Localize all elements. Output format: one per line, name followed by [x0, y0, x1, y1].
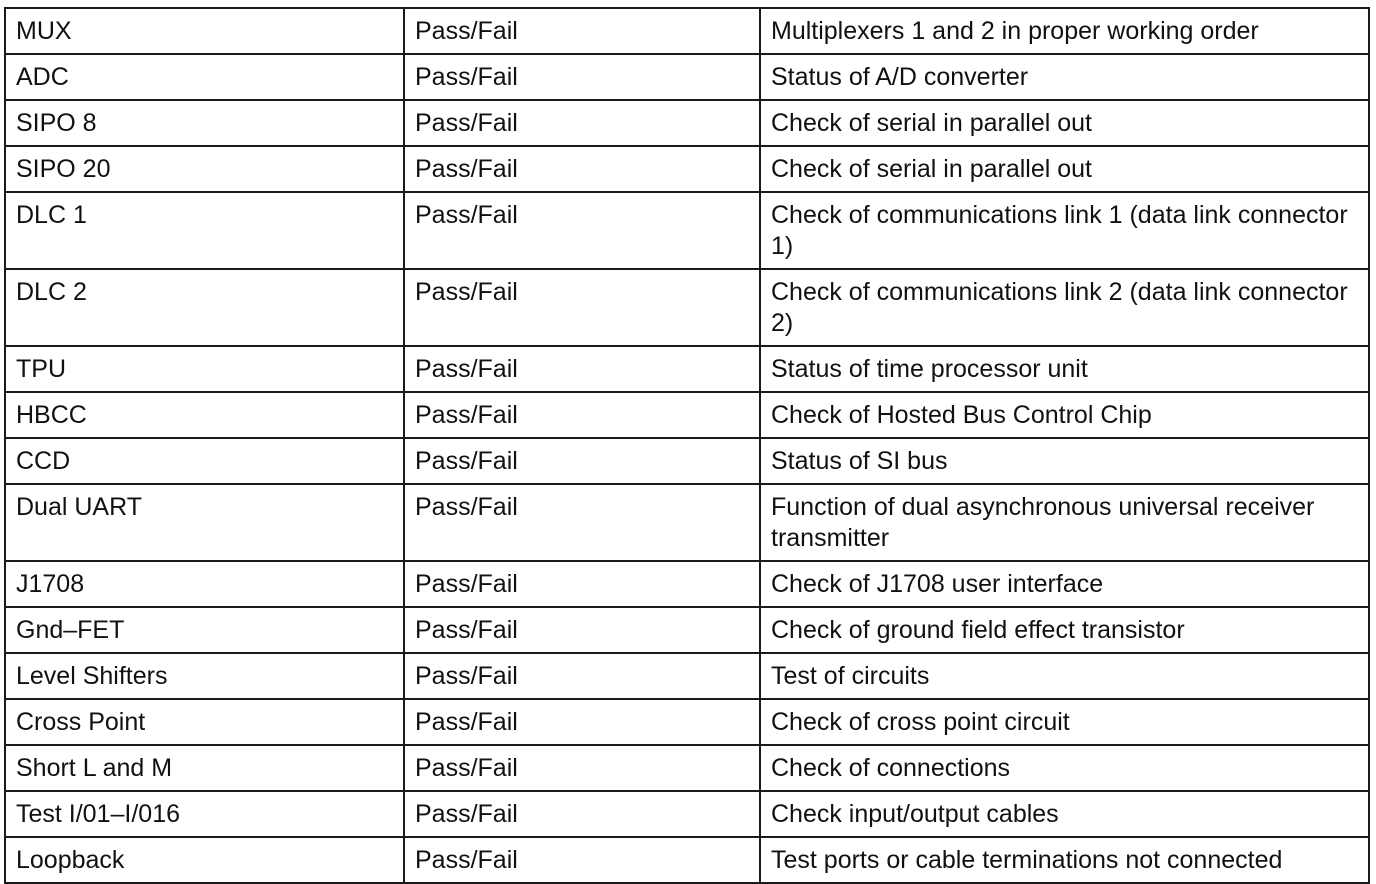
result-cell: Pass/Fail — [404, 54, 760, 100]
description-cell: Status of A/D converter — [760, 54, 1369, 100]
description-cell: Multiplexers 1 and 2 in proper working order — [760, 8, 1369, 54]
test-name-cell: Test I/01–I/016 — [5, 791, 404, 837]
table-row — [5, 100, 1369, 146]
test-results-table — [4, 7, 1370, 884]
table-row — [5, 653, 1369, 699]
description-cell: Function of dual asynchronous universal receiver transmitter — [760, 484, 1369, 561]
result-cell: Pass/Fail — [404, 392, 760, 438]
test-name-cell: Dual UART — [5, 484, 404, 561]
description-cell: Status of SI bus — [760, 438, 1369, 484]
test-name-cell: DLC 2 — [5, 269, 404, 346]
description-cell: Check of serial in parallel out — [760, 146, 1369, 192]
table-row — [5, 438, 1369, 484]
table-row — [5, 146, 1369, 192]
test-results-sheet — [4, 7, 1368, 884]
result-cell: Pass/Fail — [404, 653, 760, 699]
table-row — [5, 346, 1369, 392]
test-name-cell: HBCC — [5, 392, 404, 438]
result-cell: Pass/Fail — [404, 699, 760, 745]
test-name-cell: Cross Point — [5, 699, 404, 745]
result-cell: Pass/Fail — [404, 269, 760, 346]
table-row — [5, 791, 1369, 837]
result-cell: Pass/Fail — [404, 146, 760, 192]
table-row — [5, 837, 1369, 883]
table-row — [5, 269, 1369, 346]
description-cell: Check of cross point circuit — [760, 699, 1369, 745]
description-cell: Check of J1708 user interface — [760, 561, 1369, 607]
description-cell: Check of communications link 1 (data link connector 1) — [760, 192, 1369, 269]
table-row — [5, 699, 1369, 745]
result-cell: Pass/Fail — [404, 8, 760, 54]
description-cell: Status of time processor unit — [760, 346, 1369, 392]
description-cell: Check of serial in parallel out — [760, 100, 1369, 146]
description-cell: Check of ground field effect transistor — [760, 607, 1369, 653]
result-cell: Pass/Fail — [404, 791, 760, 837]
test-name-cell: ADC — [5, 54, 404, 100]
description-cell: Check of Hosted Bus Control Chip — [760, 392, 1369, 438]
result-cell: Pass/Fail — [404, 192, 760, 269]
table-row — [5, 392, 1369, 438]
description-cell: Test ports or cable terminations not connected — [760, 837, 1369, 883]
table-row — [5, 8, 1369, 54]
test-name-cell: DLC 1 — [5, 192, 404, 269]
table-row — [5, 607, 1369, 653]
test-name-cell: SIPO 20 — [5, 146, 404, 192]
test-name-cell: Loopback — [5, 837, 404, 883]
result-cell: Pass/Fail — [404, 100, 760, 146]
test-name-cell: Gnd–FET — [5, 607, 404, 653]
test-name-cell: SIPO 8 — [5, 100, 404, 146]
description-cell: Test of circuits — [760, 653, 1369, 699]
test-name-cell: Level Shifters — [5, 653, 404, 699]
test-name-cell: TPU — [5, 346, 404, 392]
test-name-cell: J1708 — [5, 561, 404, 607]
test-name-cell: Short L and M — [5, 745, 404, 791]
description-cell: Check input/output cables — [760, 791, 1369, 837]
result-cell: Pass/Fail — [404, 438, 760, 484]
result-cell: Pass/Fail — [404, 607, 760, 653]
result-cell: Pass/Fail — [404, 484, 760, 561]
table-row — [5, 54, 1369, 100]
result-cell: Pass/Fail — [404, 561, 760, 607]
table-row — [5, 745, 1369, 791]
result-cell: Pass/Fail — [404, 837, 760, 883]
table-body — [5, 8, 1369, 883]
description-cell: Check of connections — [760, 745, 1369, 791]
description-cell: Check of communications link 2 (data link connector 2) — [760, 269, 1369, 346]
result-cell: Pass/Fail — [404, 346, 760, 392]
result-cell: Pass/Fail — [404, 745, 760, 791]
table-row — [5, 561, 1369, 607]
table-row — [5, 484, 1369, 561]
test-name-cell: CCD — [5, 438, 404, 484]
test-name-cell: MUX — [5, 8, 404, 54]
table-row — [5, 192, 1369, 269]
